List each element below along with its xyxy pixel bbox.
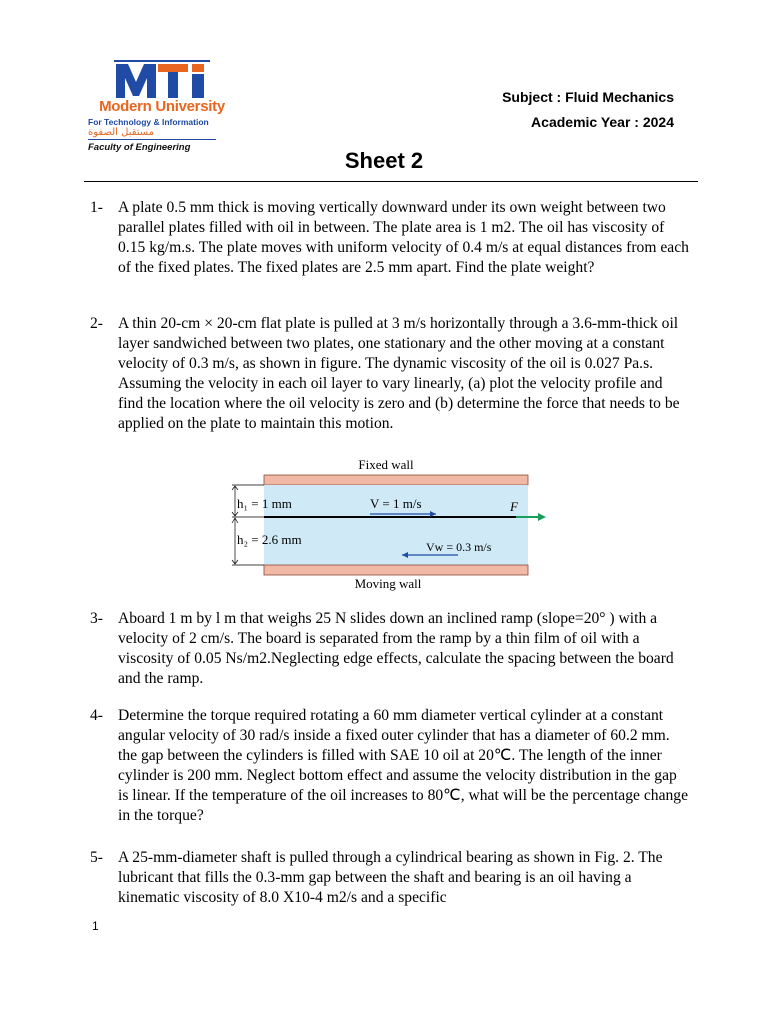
force-label: F bbox=[510, 499, 518, 514]
h2-label: h₂ = 2.6 mm bbox=[237, 532, 302, 547]
mti-logo-mark-icon bbox=[114, 60, 210, 100]
question-text: A 25-mm-diameter shaft is pulled through a cylindrical bearing as shown in Fig. 2. The lubricant that fills the 0.3-mm gap between the shaft and bearing is an oil having a kinematic viscosity of 8.0 X10-4 m2/s and a specific bbox=[118, 849, 663, 906]
fixed-wall bbox=[264, 475, 528, 485]
logo-faculty: Faculty of Engineering bbox=[88, 142, 191, 153]
plate-velocity-label: V = 1 m/s bbox=[370, 496, 422, 511]
title-rule bbox=[84, 181, 698, 182]
page-number: 1 bbox=[92, 919, 99, 933]
sheet-title: Sheet 2 bbox=[344, 148, 424, 173]
question-5 bbox=[90, 848, 690, 908]
question-text: A plate 0.5 mm thick is moving vertically downward under its own weight between two parallel plates filled with oil in between. The plate area is 1 m2. The oil has viscosity of 0.15 kg/m.s. The plate moves with uniform velocity of 0.4 m/s at equal distances from each of the fixed plates. The fixed plates are 2.5 mm apart. Find the plate weight? bbox=[118, 199, 689, 276]
moving-wall bbox=[264, 565, 528, 575]
logo-subtitle: For Technology & Information bbox=[88, 117, 209, 127]
moving-wall-label: Moving wall bbox=[354, 576, 422, 591]
question-number: 3- bbox=[90, 610, 103, 627]
question-3 bbox=[90, 609, 690, 689]
academic-year-label: Academic Year : 2024 bbox=[531, 114, 674, 130]
question-text: Determine the torque required rotating a 60 mm diameter vertical cylinder at a constant angular velocity of 30 rad/s inside a fixed outer cylinder that has a diameter of 60.2 mm. the gap between the cylinders is filled with SAE 10 oil at 20℃. The length of the inner cylinder is 200 mm. Neglect bottom effect and assume the velocity distribution in the gap is linear. If the temperature of the oil increases to 80℃, what will be the percentage change in the torque? bbox=[118, 707, 689, 824]
plate-between-walls-figure bbox=[226, 456, 556, 592]
logo-divider bbox=[88, 139, 216, 140]
question-number: 5- bbox=[90, 849, 103, 866]
question-number: 2- bbox=[90, 315, 103, 332]
fixed-wall-label: Fixed wall bbox=[358, 457, 414, 472]
subject-label: Subject : Fluid Mechanics bbox=[502, 89, 674, 105]
question-number: 1- bbox=[90, 199, 103, 216]
question-1 bbox=[90, 198, 690, 278]
h1-label: h₁ = 1 mm bbox=[237, 496, 292, 511]
wall-velocity-label: Vw = 0.3 m/s bbox=[426, 540, 492, 554]
logo-name: Modern University bbox=[99, 98, 225, 115]
question-text: A thin 20-cm × 20-cm flat plate is pulled at 3 m/s horizontally through a 3.6-mm-thick oil layer sandwiched between two plates, one stationary and the other moving at a constant velocity of 0.3 m/s, as shown in figure. The dynamic viscosity of the oil is 0.027 Pa.s. Assuming the velocity in each oil layer to vary linearly, (a) plot the velocity profile and find the location where the oil velocity is zero and (b) determine the force that needs to be applied on the plate to maintain this motion. bbox=[118, 315, 680, 432]
question-2 bbox=[90, 314, 690, 434]
university-logo bbox=[82, 60, 242, 156]
question-number: 4- bbox=[90, 707, 103, 724]
question-text: Aboard 1 m by l m that weighs 25 N slides down an inclined ramp (slope=20° ) with a velocity of 2 cm/s. The board is separated from the ramp by a thin film of oil with a viscosity of 0.05 Ns/m2.Neglecting edge effects, calculate the spacing between the board and the ramp. bbox=[118, 610, 674, 687]
logo-arabic: مستقبل الصفوة bbox=[88, 127, 155, 138]
question-4 bbox=[90, 706, 690, 826]
